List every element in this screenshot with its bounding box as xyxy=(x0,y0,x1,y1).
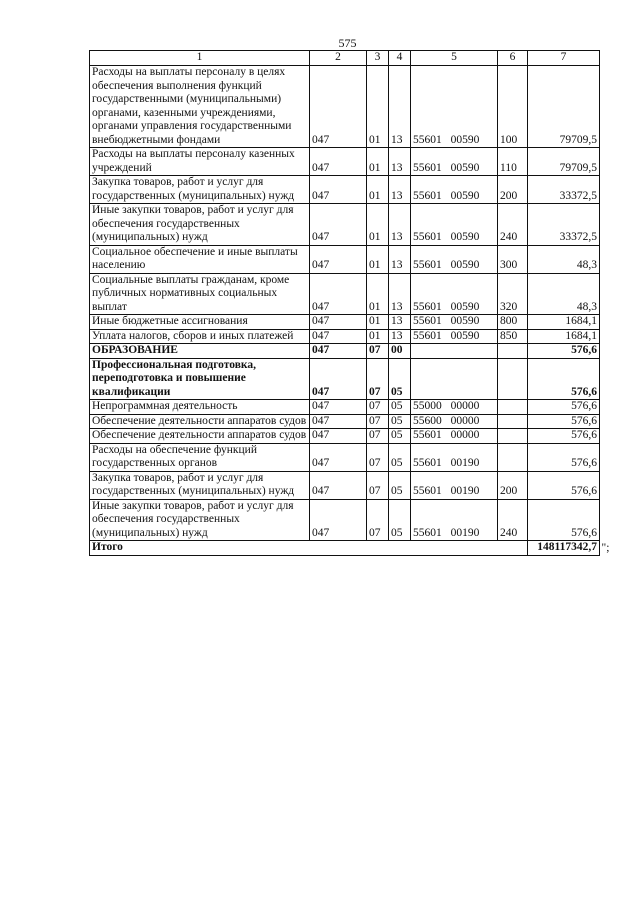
row-name-cell: ОБРАЗОВАНИЕ xyxy=(90,344,310,359)
table-row xyxy=(90,148,600,176)
row-target-article-cell: 55601 00590 xyxy=(411,245,498,273)
row-expense-type-cell: 800 xyxy=(498,315,528,330)
row-name-cell: Иные бюджетные ассигнования xyxy=(90,315,310,330)
row-amount-cell: 576,6 xyxy=(528,414,600,429)
row-target-article-cell: 55601 00590 xyxy=(411,329,498,344)
row-target-article-cell: 55000 00000 xyxy=(411,400,498,415)
row-expense-type-cell xyxy=(498,429,528,444)
row-expense-type-cell: 200 xyxy=(498,176,528,204)
column-header: 6 xyxy=(498,51,528,66)
row-section-cell: 07 xyxy=(367,499,389,541)
row-code-cell: 047 xyxy=(310,329,367,344)
row-target-article-cell xyxy=(411,358,498,400)
row-name-cell: Социальное обеспечение и иные выплаты населению xyxy=(90,245,310,273)
column-header: 7 xyxy=(528,51,600,66)
row-section-cell: 07 xyxy=(367,414,389,429)
row-expense-type-cell: 320 xyxy=(498,273,528,315)
row-target-article-cell: 55601 00190 xyxy=(411,443,498,471)
table-row xyxy=(90,315,600,330)
page-number: 575 xyxy=(338,36,357,50)
row-subsection-cell: 13 xyxy=(389,176,411,204)
row-expense-type-cell xyxy=(498,358,528,400)
table-row xyxy=(90,66,600,148)
row-code-cell: 047 xyxy=(310,273,367,315)
total-row xyxy=(90,541,600,556)
row-section-cell: 01 xyxy=(367,176,389,204)
row-section-cell: 07 xyxy=(367,443,389,471)
row-subsection-cell: 05 xyxy=(389,499,411,541)
row-section-cell: 01 xyxy=(367,148,389,176)
row-amount-cell: 33372,5 xyxy=(528,176,600,204)
row-expense-type-cell: 300 xyxy=(498,245,528,273)
row-amount-cell: 576,6 xyxy=(528,344,600,359)
row-section-cell: 07 xyxy=(367,344,389,359)
row-name-cell: Уплата налогов, сборов и иных платежей xyxy=(90,329,310,344)
row-target-article-cell: 55601 00590 xyxy=(411,273,498,315)
total-label: Итого xyxy=(90,541,528,556)
table-row xyxy=(90,358,600,400)
row-expense-type-cell xyxy=(498,344,528,359)
table-row xyxy=(90,245,600,273)
budget-table xyxy=(89,50,600,556)
total-value: 148117342,7 xyxy=(528,541,600,556)
table-row xyxy=(90,329,600,344)
row-expense-type-cell: 200 xyxy=(498,471,528,499)
row-expense-type-cell xyxy=(498,414,528,429)
row-name-cell: Профессиональная подготовка, переподготовка и повышение квалификации xyxy=(90,358,310,400)
row-amount-cell: 79709,5 xyxy=(528,148,600,176)
row-section-cell: 01 xyxy=(367,329,389,344)
row-subsection-cell: 13 xyxy=(389,315,411,330)
row-target-article-cell xyxy=(411,344,498,359)
row-section-cell: 07 xyxy=(367,400,389,415)
total-suffix: "; xyxy=(601,541,610,554)
row-code-cell: 047 xyxy=(310,344,367,359)
table-row xyxy=(90,471,600,499)
row-section-cell: 01 xyxy=(367,273,389,315)
row-code-cell: 047 xyxy=(310,315,367,330)
row-section-cell: 07 xyxy=(367,429,389,444)
row-name-cell: Расходы на обеспечение функций государственных органов xyxy=(90,443,310,471)
table-row xyxy=(90,204,600,246)
row-subsection-cell: 05 xyxy=(389,414,411,429)
row-code-cell: 047 xyxy=(310,66,367,148)
row-name-cell: Обеспечение деятельности аппаратов судов xyxy=(90,414,310,429)
row-code-cell: 047 xyxy=(310,204,367,246)
row-expense-type-cell xyxy=(498,443,528,471)
row-subsection-cell: 13 xyxy=(389,329,411,344)
table-row xyxy=(90,273,600,315)
row-code-cell: 047 xyxy=(310,148,367,176)
row-name-cell: Иные закупки товаров, работ и услуг для обеспечения государственных (муниципальных) нужд xyxy=(90,204,310,246)
row-expense-type-cell xyxy=(498,400,528,415)
row-name-cell: Иные закупки товаров, работ и услуг для обеспечения государственных (муниципальных) нужд xyxy=(90,499,310,541)
row-subsection-cell: 05 xyxy=(389,358,411,400)
row-target-article-cell: 55601 00000 xyxy=(411,429,498,444)
row-code-cell: 047 xyxy=(310,358,367,400)
row-amount-cell: 576,6 xyxy=(528,429,600,444)
table-row xyxy=(90,344,600,359)
row-target-article-cell: 55601 00590 xyxy=(411,66,498,148)
row-subsection-cell: 00 xyxy=(389,344,411,359)
row-name-cell: Закупка товаров, работ и услуг для государственных (муниципальных) нужд xyxy=(90,176,310,204)
row-target-article-cell: 55601 00590 xyxy=(411,176,498,204)
row-expense-type-cell: 110 xyxy=(498,148,528,176)
row-target-article-cell: 55600 00000 xyxy=(411,414,498,429)
row-code-cell: 047 xyxy=(310,443,367,471)
row-amount-cell: 33372,5 xyxy=(528,204,600,246)
table-row xyxy=(90,414,600,429)
column-header: 5 xyxy=(411,51,498,66)
row-amount-cell: 48,3 xyxy=(528,245,600,273)
table-row xyxy=(90,443,600,471)
row-subsection-cell: 05 xyxy=(389,400,411,415)
row-amount-cell: 576,6 xyxy=(528,499,600,541)
row-code-cell: 047 xyxy=(310,499,367,541)
row-code-cell: 047 xyxy=(310,400,367,415)
row-target-article-cell: 55601 00190 xyxy=(411,499,498,541)
row-amount-cell: 1684,1 xyxy=(528,315,600,330)
row-subsection-cell: 13 xyxy=(389,273,411,315)
table-row xyxy=(90,499,600,541)
table-row xyxy=(90,176,600,204)
row-section-cell: 07 xyxy=(367,358,389,400)
row-name-cell: Расходы на выплаты персоналу казенных учреждений xyxy=(90,148,310,176)
row-code-cell: 047 xyxy=(310,429,367,444)
row-target-article-cell: 55601 00590 xyxy=(411,204,498,246)
row-target-article-cell: 55601 00190 xyxy=(411,471,498,499)
row-amount-cell: 1684,1 xyxy=(528,329,600,344)
row-amount-cell: 79709,5 xyxy=(528,66,600,148)
column-header: 2 xyxy=(310,51,367,66)
row-subsection-cell: 13 xyxy=(389,66,411,148)
row-code-cell: 047 xyxy=(310,471,367,499)
row-subsection-cell: 05 xyxy=(389,429,411,444)
row-name-cell: Обеспечение деятельности аппаратов судов xyxy=(90,429,310,444)
table-row xyxy=(90,429,600,444)
row-subsection-cell: 13 xyxy=(389,204,411,246)
row-target-article-cell: 55601 00590 xyxy=(411,315,498,330)
row-subsection-cell: 13 xyxy=(389,148,411,176)
row-subsection-cell: 13 xyxy=(389,245,411,273)
row-expense-type-cell: 240 xyxy=(498,204,528,246)
row-section-cell: 01 xyxy=(367,245,389,273)
row-section-cell: 07 xyxy=(367,471,389,499)
row-section-cell: 01 xyxy=(367,204,389,246)
row-code-cell: 047 xyxy=(310,414,367,429)
row-subsection-cell: 05 xyxy=(389,443,411,471)
row-amount-cell: 576,6 xyxy=(528,443,600,471)
row-name-cell: Непрограммная деятельность xyxy=(90,400,310,415)
row-amount-cell: 48,3 xyxy=(528,273,600,315)
row-target-article-cell: 55601 00590 xyxy=(411,148,498,176)
column-header: 1 xyxy=(90,51,310,66)
row-amount-cell: 576,6 xyxy=(528,400,600,415)
row-section-cell: 01 xyxy=(367,66,389,148)
row-amount-cell: 576,6 xyxy=(528,471,600,499)
row-amount-cell: 576,6 xyxy=(528,358,600,400)
row-subsection-cell: 05 xyxy=(389,471,411,499)
row-name-cell: Закупка товаров, работ и услуг для государственных (муниципальных) нужд xyxy=(90,471,310,499)
row-expense-type-cell: 850 xyxy=(498,329,528,344)
row-code-cell: 047 xyxy=(310,245,367,273)
column-header: 3 xyxy=(367,51,389,66)
row-expense-type-cell: 240 xyxy=(498,499,528,541)
table-row xyxy=(90,400,600,415)
row-code-cell: 047 xyxy=(310,176,367,204)
column-header: 4 xyxy=(389,51,411,66)
row-section-cell: 01 xyxy=(367,315,389,330)
row-name-cell: Социальные выплаты гражданам, кроме публичных нормативных социальных выплат xyxy=(90,273,310,315)
column-header-row xyxy=(90,51,600,66)
row-name-cell: Расходы на выплаты персоналу в целях обеспечения выполнения функций государственными (муниципальными) органами, казенными учреждениями, органами управления государственными внебюджетными фондами xyxy=(90,66,310,148)
row-expense-type-cell: 100 xyxy=(498,66,528,148)
